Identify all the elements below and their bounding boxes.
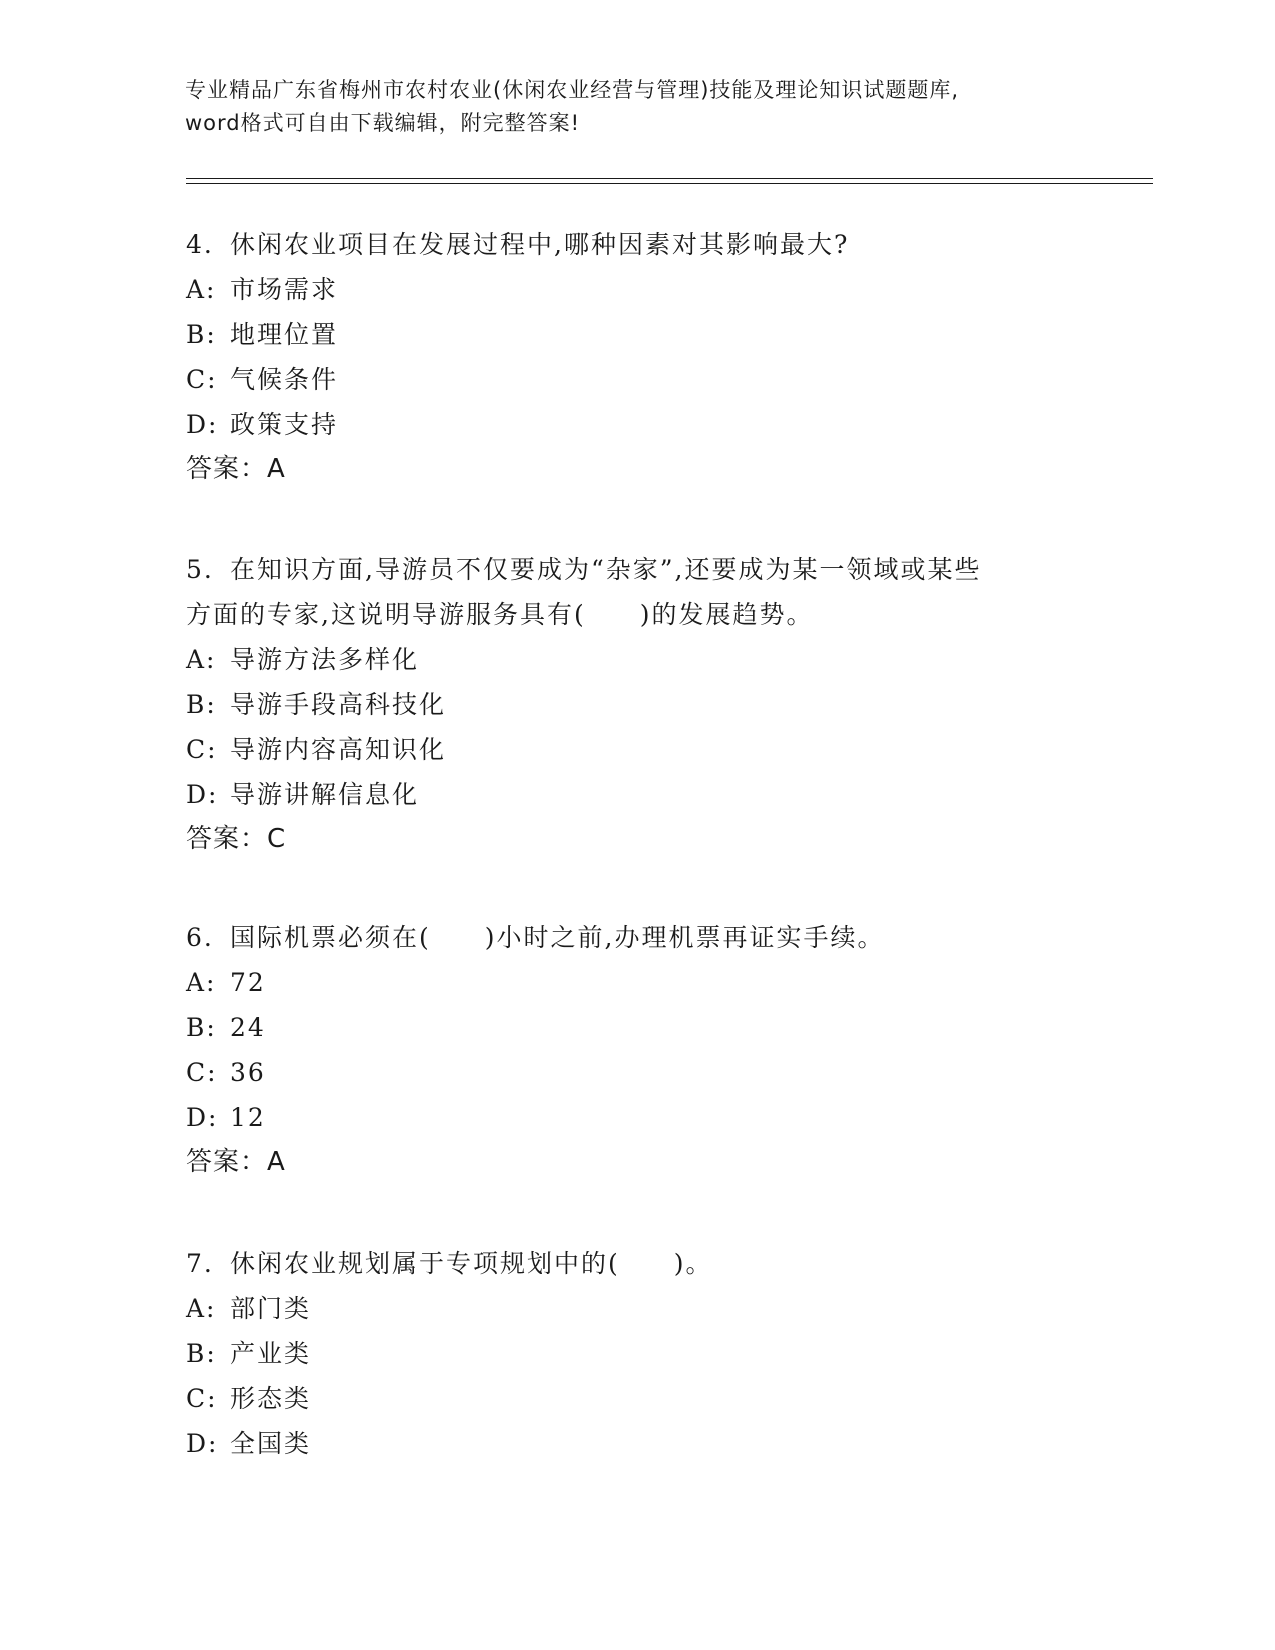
option-text: 导游方法多样化 (230, 645, 420, 674)
option-key: A: (186, 1294, 217, 1323)
option-key: C: (186, 735, 218, 764)
option-text: 形态类 (230, 1384, 312, 1413)
option-text: 72 (230, 968, 266, 997)
header-title-line-1: 专业精品广东省梅州市农村农业(休闲农业经营与管理)技能及理论知识试题题库, (185, 78, 960, 102)
option-key: C: (186, 365, 218, 394)
answer-value: A (267, 454, 286, 484)
option-key: D: (186, 1429, 219, 1458)
option-a (186, 1286, 1086, 1331)
option-b (186, 682, 1086, 727)
answer-label: 答案： (186, 454, 268, 484)
answer-value: C (267, 824, 287, 854)
question-number: 4. (186, 230, 214, 259)
option-key: D: (186, 410, 219, 439)
question-number: 7. (186, 1249, 214, 1278)
option-text: 气候条件 (230, 365, 339, 394)
option-key: D: (186, 1103, 219, 1132)
document-header (185, 74, 1085, 140)
option-a (186, 267, 1086, 312)
header-title-line-2: word格式可自由下载编辑，附完整答案! (185, 111, 581, 135)
option-b (186, 1005, 1086, 1050)
option-text: 地理位置 (230, 320, 339, 349)
question-stem (186, 915, 1086, 960)
option-key: C: (186, 1058, 218, 1087)
option-key: D: (186, 780, 219, 809)
option-d (186, 772, 1086, 817)
option-a (186, 637, 1086, 682)
option-key: B: (186, 1013, 217, 1042)
option-b (186, 312, 1086, 357)
question-4 (186, 222, 1086, 492)
question-text: 国际机票必须在( )小时之前,办理机票再证实手续。 (230, 923, 885, 952)
answer-line (186, 1140, 1086, 1185)
option-text: 导游内容高知识化 (230, 735, 447, 764)
option-d (186, 1421, 1086, 1466)
answer-line (186, 817, 1086, 862)
option-a (186, 960, 1086, 1005)
option-text: 导游手段高科技化 (230, 690, 447, 719)
question-7 (186, 1241, 1086, 1466)
answer-value: A (267, 1147, 286, 1177)
option-c (186, 357, 1086, 402)
question-6 (186, 915, 1086, 1185)
answer-label: 答案： (186, 1147, 268, 1177)
question-text: 在知识方面,导游员不仅要成为“杂家”,还要成为某一领域或某些 (230, 555, 982, 584)
header-double-rule (186, 178, 1153, 184)
question-stem (186, 1241, 1086, 1286)
option-key: B: (186, 1339, 217, 1368)
question-text: 休闲农业项目在发展过程中,哪种因素对其影响最大? (230, 230, 850, 259)
option-key: B: (186, 320, 217, 349)
option-key: C: (186, 1384, 218, 1413)
question-stem-continued: 方面的专家,这说明导游服务具有( )的发展趋势。 (186, 600, 814, 629)
question-stem (186, 222, 1086, 267)
option-d (186, 402, 1086, 447)
option-text: 市场需求 (230, 275, 339, 304)
option-d (186, 1095, 1086, 1140)
answer-line (186, 447, 1086, 492)
option-c (186, 1376, 1086, 1421)
option-c (186, 727, 1086, 772)
option-text: 部门类 (230, 1294, 312, 1323)
option-key: A: (186, 645, 217, 674)
option-text: 产业类 (230, 1339, 312, 1368)
option-text: 36 (230, 1058, 266, 1087)
option-text: 12 (230, 1103, 266, 1132)
option-c (186, 1050, 1086, 1095)
question-5 (186, 547, 1086, 862)
option-text: 24 (230, 1013, 266, 1042)
option-text: 导游讲解信息化 (230, 780, 420, 809)
question-text: 休闲农业规划属于专项规划中的( )。 (230, 1249, 713, 1278)
option-text: 全国类 (230, 1429, 312, 1458)
question-number: 5. (186, 555, 214, 584)
option-key: B: (186, 690, 217, 719)
option-text: 政策支持 (230, 410, 339, 439)
question-stem (186, 547, 1086, 592)
option-b (186, 1331, 1086, 1376)
answer-label: 答案： (186, 824, 268, 854)
option-key: A: (186, 968, 217, 997)
question-number: 6. (186, 923, 214, 952)
option-key: A: (186, 275, 217, 304)
